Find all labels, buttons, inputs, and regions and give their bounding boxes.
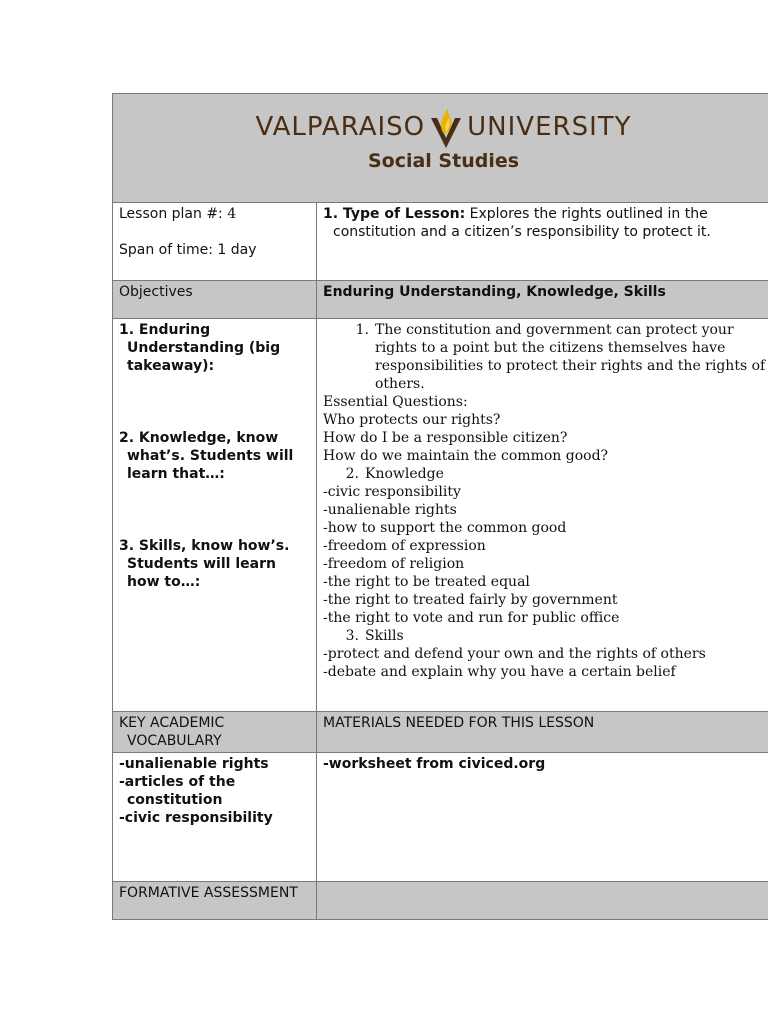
objectives-heading: Enduring Understanding, Knowledge, Skills — [317, 281, 768, 319]
materials-item: -worksheet from civiced.org — [323, 756, 546, 772]
header-cell — [113, 94, 768, 203]
lesson-type-label: 1. Type of Lesson: — [323, 206, 466, 222]
knowledge-item: -the right to treated fairly by government — [323, 592, 618, 608]
skills-heading: 3. Skills — [345, 628, 404, 644]
flame-shield-icon — [429, 104, 463, 150]
materials-cell — [317, 753, 768, 882]
skills-item: -debate and explain why you have a certain belief — [323, 664, 676, 680]
lesson-meta-cell — [113, 203, 317, 281]
knowledge-item: -freedom of expression — [323, 538, 486, 554]
vocab-header-row — [113, 712, 768, 753]
lesson-type-text: Explores the rights outlined in the — [465, 206, 708, 222]
formative-content — [317, 882, 768, 920]
vocab-content-row — [113, 753, 768, 882]
prompt-knowledge: 2. Knowledge, know what’s. Students will learn that…: — [119, 430, 294, 482]
prompt-skills: 3. Skills, know how’s. Students will learn how to…: — [119, 538, 290, 590]
span-of-time: Span of time: 1 day — [119, 242, 257, 258]
objectives-header-row — [113, 281, 768, 319]
knowledge-item: -how to support the common good — [323, 520, 567, 536]
essential-questions-heading: Essential Questions: — [323, 394, 468, 410]
knowledge-item: -the right to be treated equal — [323, 574, 530, 590]
knowledge-item: -the right to vote and run for public office — [323, 610, 620, 626]
formative-heading: FORMATIVE ASSESSMENT — [113, 882, 317, 920]
lesson-info-row — [113, 203, 768, 281]
knowledge-heading: 2. Knowledge — [345, 466, 444, 482]
formative-row — [113, 882, 768, 920]
objectives-label: Objectives — [113, 281, 317, 319]
vocab-item: -civic responsibility — [119, 810, 273, 826]
question-item: Who protects our rights? — [323, 412, 501, 428]
question-item: How do I be a responsible citizen? — [323, 430, 568, 446]
vocab-item: -articles of the constitution — [119, 774, 236, 808]
question-item: How do we maintain the common good? — [323, 448, 609, 464]
enduring-item: 1. The constitution and government can protect your rights to a point but the citizens themselves have responsibilities to protect their rights and the rights of others. — [355, 322, 766, 392]
vocab-cell — [113, 753, 317, 882]
knowledge-item: -civic responsibility — [323, 484, 461, 500]
prompt-enduring: 1. Enduring Understanding (big takeaway): — [119, 322, 281, 374]
vocab-item: -unalienable rights — [119, 756, 269, 772]
lesson-plan-number: Lesson plan #: 4 — [119, 206, 237, 222]
lesson-type-cell — [317, 203, 768, 281]
knowledge-item: -freedom of religion — [323, 556, 465, 572]
lesson-type-text-2: constitution and a citizen’s responsibility to protect it. — [333, 224, 711, 240]
objective-content-cell — [317, 319, 768, 712]
materials-heading: MATERIALS NEEDED FOR THIS LESSON — [317, 712, 768, 753]
logo-text-right: UNIVERSITY — [467, 112, 632, 142]
university-logo — [119, 104, 768, 150]
logo-text-left: VALPARAISO — [255, 112, 426, 142]
objective-prompts-cell — [113, 319, 317, 712]
vocab-heading: KEY ACADEMIC VOCABULARY — [113, 712, 317, 753]
lesson-plan-table — [112, 93, 768, 920]
subject-title: Social Studies — [367, 150, 520, 172]
skills-item: -protect and defend your own and the rights of others — [323, 646, 706, 662]
header-row — [113, 94, 768, 203]
objectives-content-row — [113, 319, 768, 712]
knowledge-item: -unalienable rights — [323, 502, 457, 518]
